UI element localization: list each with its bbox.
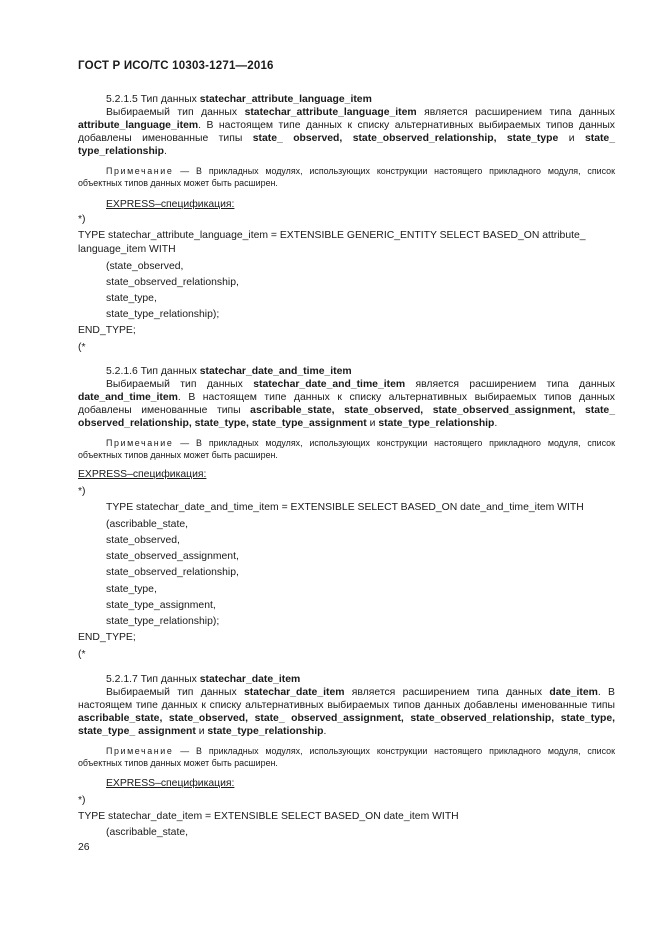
heading-type-name: statechar_date_item bbox=[199, 674, 301, 685]
section-heading-5-2-1-6 bbox=[106, 365, 352, 378]
section-heading-5-2-1-7 bbox=[106, 673, 300, 686]
section-paragraph-5-2-1-6: Выбираемый тип данных statechar_date_and_time_item является расширением типа данных date_and_time_item. В настоящем типе данных к списку альтернативных выбираемых типов данных добавлены именованные типы ascribable_state, state_observed, state_observed_assignment, state_ observed_relationship, state_type, state_type_assignment и state_type_relationship. bbox=[78, 379, 615, 429]
code-line: TYPE statechar_date_item = EXTENSIBLE SELECT BASED_ON date_item WITH bbox=[78, 811, 459, 822]
close-comment: (* bbox=[78, 649, 86, 660]
code-item: (ascribable_state, bbox=[106, 519, 189, 530]
heading-prefix: 5.2.1.7 Тип данных bbox=[106, 674, 200, 685]
open-comment: *) bbox=[78, 486, 86, 497]
code-item: (state_observed, bbox=[106, 261, 184, 272]
code-item: state_observed, bbox=[106, 535, 180, 546]
code-item: state_type_relationship); bbox=[106, 616, 220, 627]
close-comment: (* bbox=[78, 342, 86, 353]
code-item: state_observed_relationship, bbox=[106, 567, 239, 578]
note-5-2-1-6: Примечание — В прикладных модулях, использующих конструкции настоящего прикладного модуля, список объектных типов данных может быть расширен. bbox=[78, 438, 615, 460]
heading-prefix: 5.2.1.5 Тип данных bbox=[106, 94, 200, 105]
express-label-5-2-1-6: EXPRESS–спецификация: bbox=[78, 469, 207, 480]
end-type: END_TYPE; bbox=[78, 632, 136, 643]
section-heading-5-2-1-5 bbox=[106, 93, 372, 106]
code-line: TYPE statechar_date_and_time_item = EXTENSIBLE SELECT BASED_ON date_and_time_item WITH bbox=[106, 502, 584, 513]
section-paragraph-5-2-1-5: Выбираемый тип данных statechar_attribute_language_item является расширением типа данных attribute_language_item. В настоящем типе данных к списку альтернативных выбираемых типов данных добавлены именованные типы state_ observed, state_observed_relationship, state_type и state_ type_relationship. bbox=[78, 107, 615, 157]
code-item: state_type, bbox=[106, 584, 157, 595]
code-item: state_type_assignment, bbox=[106, 600, 216, 611]
section-paragraph-5-2-1-7: Выбираемый тип данных statechar_date_item является расширением типа данных date_item. В настоящем типе данных к списку альтернативных выбираемых типов данных добавлены именованные типы ascribable_state, state_observed, state_ observed_assignment, state_observed_relationship, state_type, state_type_ assignment и state_type_relationship. bbox=[78, 687, 615, 737]
open-comment: *) bbox=[78, 795, 86, 806]
code-line: language_item WITH bbox=[78, 244, 176, 255]
heading-type-name: statechar_attribute_language_item bbox=[199, 94, 372, 105]
note-5-2-1-7: Примечание — В прикладных модулях, использующих конструкции настоящего прикладного модуля, список объектных типов данных может быть расширен. bbox=[78, 746, 615, 768]
code-item: state_observed_assignment, bbox=[106, 551, 239, 562]
express-label-5-2-1-5: EXPRESS–спецификация: bbox=[106, 199, 235, 210]
document-header: ГОСТ Р ИСО/ТС 10303-1271—2016 bbox=[78, 60, 274, 72]
code-item: state_type, bbox=[106, 293, 157, 304]
code-item: state_observed_relationship, bbox=[106, 277, 239, 288]
page-number: 26 bbox=[78, 842, 90, 853]
heading-prefix: 5.2.1.6 Тип данных bbox=[106, 366, 200, 377]
code-item: state_type_relationship); bbox=[106, 309, 220, 320]
code-line: TYPE statechar_attribute_language_item = EXTENSIBLE GENERIC_ENTITY SELECT BASED_ON attribute_ bbox=[78, 230, 586, 241]
heading-type-name: statechar_date_and_time_item bbox=[199, 366, 352, 377]
express-label-5-2-1-7: EXPRESS–спецификация: bbox=[106, 778, 235, 789]
end-type: END_TYPE; bbox=[78, 325, 136, 336]
code-item: (ascribable_state, bbox=[106, 827, 189, 838]
open-comment: *) bbox=[78, 214, 86, 225]
note-5-2-1-5: Примечание — В прикладных модулях, использующих конструкции настоящего прикладного модуля, список объектных типов данных может быть расширен. bbox=[78, 166, 615, 188]
